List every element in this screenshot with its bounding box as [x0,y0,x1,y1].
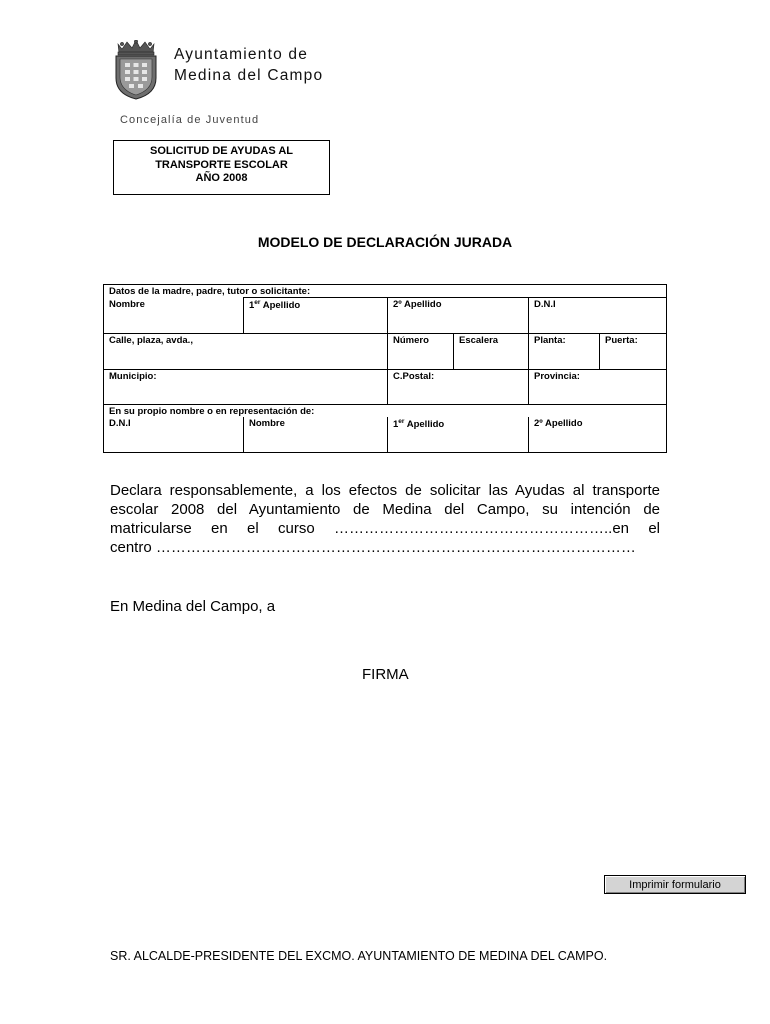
request-title-line3: AÑO 2008 [195,172,248,184]
declaration-line3: matricularse en el curso ………………………………………………..en el [110,520,660,537]
addressee-footer: SR. ALCALDE-PRESIDENTE DEL EXCMO. AYUNTAMIENTO DE MEDINA DEL CAMPO. [110,949,608,963]
field-apellido2-represented[interactable] [529,417,667,452]
field-planta[interactable] [529,334,600,370]
request-title-line1: SOLICITUD DE AYUDAS AL [149,145,293,157]
organization-name-line2: Medina del Campo [174,67,324,84]
label-nombre: Nombre [109,298,145,310]
field-nombre-represented[interactable] [244,417,388,452]
declaration-text [110,481,660,557]
page-title: MODELO DE DECLARACIÓN JURADA [257,234,513,250]
applicant-data-table [103,284,667,453]
label-numero: Número [393,335,429,346]
organization-name [174,44,323,86]
label-dni-represented: D.N.I [109,418,131,429]
section-representation-label: En su propio nombre o en representación de: [104,405,667,418]
request-title-box [113,140,330,195]
label-apellido1: 1er Apellido [249,299,301,311]
field-dni-represented[interactable] [104,417,244,452]
signature-label: FIRMA [362,666,409,683]
field-escalera[interactable] [454,334,529,370]
label-provincia: Provincia: [534,371,580,382]
label-municipio: Municipio: [109,371,157,382]
label-cpostal: C.Postal: [393,371,435,382]
field-dni[interactable] [529,298,667,334]
field-apellido1-represented[interactable] [388,417,529,452]
field-municipio[interactable] [104,370,388,405]
label-escalera: Escalera [459,335,499,346]
department-name: Concejalía de Juventud [120,114,260,126]
label-planta: Planta: [534,335,566,346]
place-date-line: En Medina del Campo, a [110,598,276,615]
label-puerta: Puerta: [605,335,638,346]
field-apellido1[interactable] [244,298,388,334]
section-applicant-label: Datos de la madre, padre, tutor o solicitante: [104,285,667,298]
declaration-line1: Declara responsablemente, a los efectos de solicitar las Ayudas al transporte [110,482,660,499]
field-calle[interactable] [104,334,388,370]
label-apellido2-represented: 2º Apellido [534,418,583,429]
print-form-button[interactable]: Imprimir formulario [604,875,746,894]
declaration-line4: centro …………………………………………………………………………………… [110,539,636,556]
label-apellido2: 2º Apellido [393,299,442,310]
field-provincia[interactable] [529,370,667,405]
declaration-line2: escolar 2008 del Ayuntamiento de Medina del Campo, su intención de [110,501,660,518]
label-nombre-represented: Nombre [249,418,285,429]
field-apellido2[interactable] [388,298,529,334]
request-title-line2: TRANSPORTE ESCOLAR [155,158,288,171]
label-calle: Calle, plaza, avda., [109,335,193,346]
field-cpostal[interactable] [388,370,529,405]
label-apellido1-represented: 1er Apellido [393,418,445,430]
coat-of-arms-icon [112,40,160,100]
field-nombre[interactable] [104,298,244,334]
label-dni: D.N.I [534,299,556,310]
organization-name-line1: Ayuntamiento de [174,46,309,63]
field-numero[interactable] [388,334,454,370]
field-puerta[interactable] [600,334,667,370]
